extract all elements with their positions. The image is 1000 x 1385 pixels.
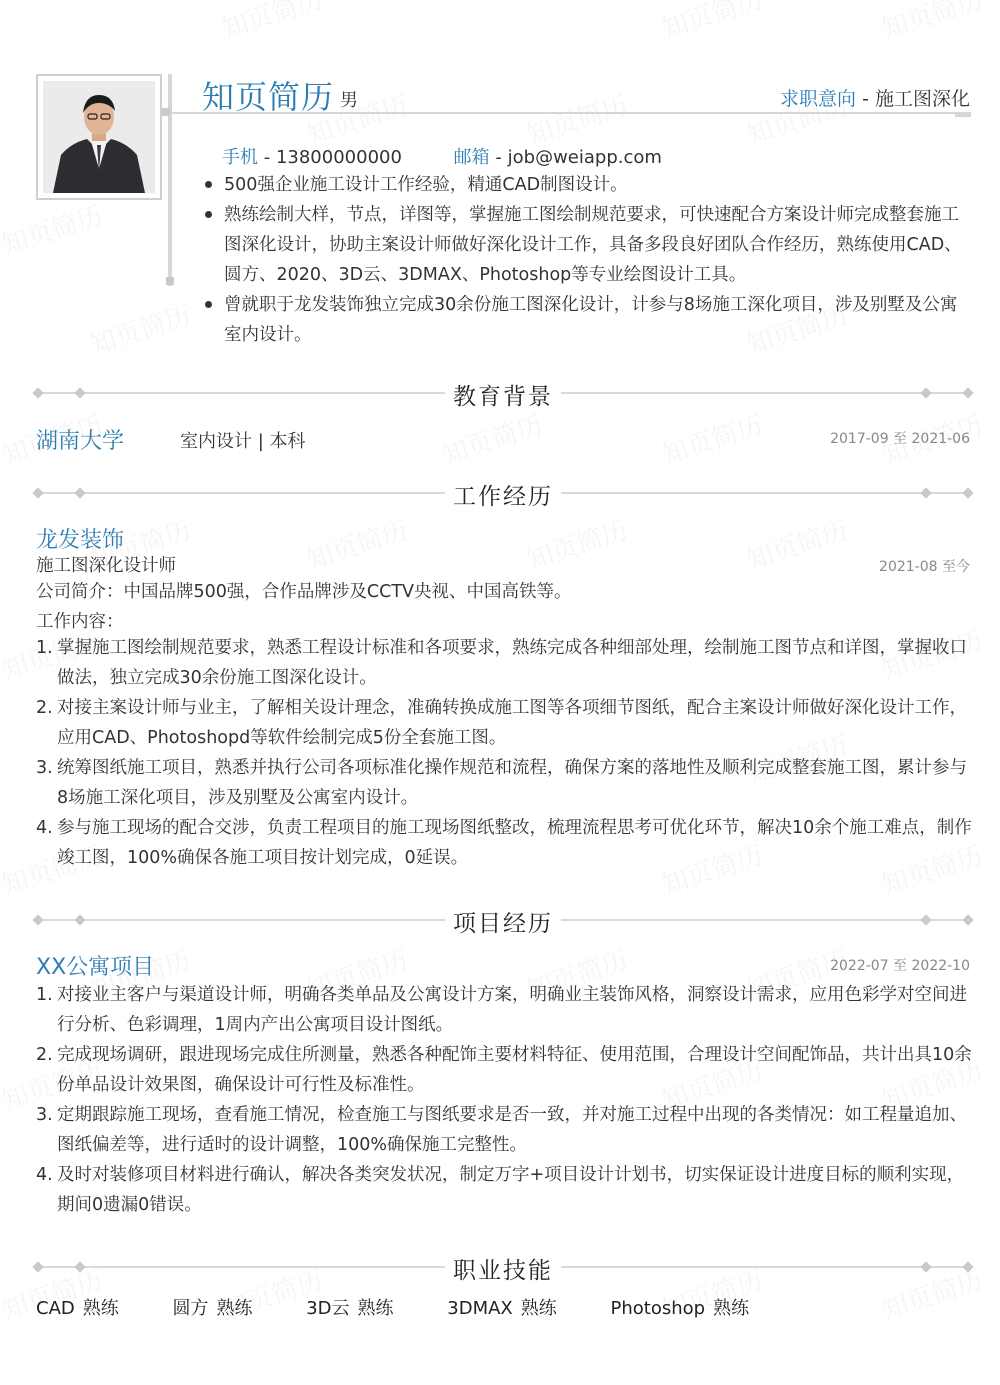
list-item: 2. 完成现场调研，跟进现场完成住所测量，熟悉各种配饰主要材料特征、使用范围，合理设计空间配饰品，共计出具10余份单品设计效果图，确保设计可行性及标准性。: [36, 1045, 972, 1095]
watermark: [657, 405, 767, 472]
section-header-project: [36, 905, 970, 935]
frame-end-tick: [955, 112, 971, 117]
email-sep: -: [489, 147, 508, 168]
list-item-text: 对接主案设计师与业主，了解相关设计理念，准确转换成施工图等各项细节图纸，配合主案设计师做好深化设计工作，应用CAD、Photoshopd等软件绘制完成5份全套施工图。: [57, 698, 967, 748]
skill-level: 熟练: [216, 1298, 253, 1319]
list-item-text: 完成现场调研，跟进现场完成住所测量，熟悉各种配饰主要材料特征、使用范围，合理设计空间配饰品，共计出具10余份单品设计效果图，确保设计可行性及标准性。: [57, 1045, 972, 1095]
section-title: 项目经历: [445, 911, 561, 937]
phone-value: 13800000000: [275, 147, 402, 168]
list-item: 1. 对接业主客户与渠道设计师，明确各类单品及公寓设计方案，明确业主装饰风格，洞察设计需求，应用色彩学对空间进行分析、色彩调理，1周内产出公寓项目设计图纸。: [36, 985, 967, 1035]
project-duties-list: [36, 980, 972, 1220]
skill-level: 熟练: [520, 1298, 557, 1319]
watermark: [742, 510, 852, 577]
phone-sep: -: [258, 147, 276, 168]
section-title: 职业技能: [445, 1258, 561, 1284]
work-content-label: 工作内容：: [36, 612, 124, 632]
avatar-frame: [36, 74, 162, 200]
education-major: 室内设计 | 本科: [180, 431, 306, 452]
candidate-name: 知页简历: [202, 78, 335, 116]
project-name: XX公寓项目: [36, 955, 155, 980]
frame-corner-dot: [166, 277, 174, 285]
section-header-skills: [36, 1252, 970, 1282]
education-date: 2017-09 至 2021-06: [830, 431, 970, 447]
section-header-work: [36, 478, 970, 508]
skill-item: [172, 1294, 252, 1320]
email-label: 邮箱: [453, 147, 490, 168]
section-title: 教育背景: [445, 384, 561, 410]
phone-item: [222, 143, 402, 169]
skill-level: 熟练: [357, 1298, 394, 1319]
watermark: [437, 405, 547, 472]
frame-corner-dot: [162, 108, 170, 116]
list-item-text: 及时对装修项目材料进行确认，解决各类突发状况，制定万字+项目设计计划书，切实保证设计进度目标的顺利实现，期间0遗漏0错误。: [57, 1165, 965, 1215]
avatar: [43, 81, 155, 193]
watermark: [657, 0, 767, 46]
summary-item: 500强企业施工设计工作经验，精通CAD制图设计。: [200, 170, 972, 200]
job-intent-sep: -: [856, 88, 875, 110]
list-item: 3. 统筹图纸施工项目，熟悉并执行公司各项标准化操作规范和流程，确保方案的落地性及顺利完成整套施工图，累计参与8场施工深化项目，涉及别墅及公寓室内设计。: [36, 758, 967, 808]
school-name: 湖南大学: [36, 429, 125, 454]
company-name: 龙发装饰: [36, 528, 125, 553]
summary-item: 熟练绘制大样，节点，详图等，掌握施工图绘制规范要求，可快速配合方案设计师完成整套施工图深化设计，协助主案设计师做好深化设计工作，具备多段良好团队合作经历，熟练使用CAD、圆方、2020、3D云、3DMAX、Photoshop等专业绘图设计工具。: [200, 200, 972, 290]
summary-list: [200, 170, 972, 350]
list-item-text: 参与施工现场的配合交涉，负责工程项目的施工现场图纸整改，梳理流程思考可优化环节，解决10余个施工难点，制作竣工图，100%确保各施工项目按计划完成，0延误。: [57, 818, 972, 868]
list-item: 3. 定期跟踪施工现场，查看施工情况，检查施工与图纸要求是否一致，并对施工过程中出现的各类情况：如工程量追加、图纸偏差等，进行适时的设计调整，100%确保施工完整性。: [36, 1105, 967, 1155]
email-item: [454, 143, 662, 169]
person-photo-icon: [43, 81, 155, 193]
watermark: [0, 195, 107, 262]
list-item: 1. 掌握施工图绘制规范要求，熟悉工程设计标准和各项要求，熟练完成各种细部处理，绘制施工图节点和详图，掌握收口做法，独立完成30余份施工图深化设计。: [36, 638, 967, 688]
skill-name: 3DMAX: [447, 1298, 513, 1319]
contact-info: [222, 143, 708, 169]
section-header-education: [36, 378, 970, 408]
project-date: 2022-07 至 2022-10: [830, 958, 970, 974]
list-item: 4. 及时对装修项目材料进行确认，解决各类突发状况，制定万字+项目设计计划书，切实保证设计进度目标的顺利实现，期间0遗漏0错误。: [36, 1165, 965, 1215]
skill-name: 圆方: [172, 1298, 209, 1319]
skills-list: [36, 1294, 797, 1320]
job-intent-label: 求职意向: [780, 88, 857, 110]
work-duties-list: [36, 633, 972, 873]
skill-level: 熟练: [713, 1298, 750, 1319]
skill-name: Photoshop: [610, 1298, 706, 1319]
skill-item: [611, 1294, 750, 1320]
work-position: 施工图深化设计师: [36, 556, 176, 576]
skill-item: [36, 1294, 119, 1320]
header-side-rule: [168, 74, 172, 286]
job-intent-value: 施工图深化: [874, 88, 970, 110]
email-value: job@weiapp.com: [507, 147, 662, 168]
watermark: [877, 0, 987, 46]
skill-name: CAD: [36, 1298, 75, 1319]
list-item-text: 对接业主客户与渠道设计师，明确各类单品及公寓设计方案，明确业主装饰风格，洞察设计需求，应用色彩学对空间进行分析、色彩调理，1周内产出公寓项目设计图纸。: [57, 985, 967, 1035]
list-item: 4. 参与施工现场的配合交涉，负责工程项目的施工现场图纸整改，梳理流程思考可优化环节，解决10余个施工难点，制作竣工图，100%确保各施工项目按计划完成，0延误。: [36, 818, 972, 868]
skill-level: 熟练: [82, 1298, 119, 1319]
skill-item: [447, 1294, 557, 1320]
list-item-text: 统筹图纸施工项目，熟悉并执行公司各项标准化操作规范和流程，确保方案的落地性及顺利完成整套施工图，累计参与8场施工深化项目，涉及别墅及公寓室内设计。: [57, 758, 967, 808]
watermark: [522, 510, 632, 577]
phone-label: 手机: [222, 147, 258, 168]
job-intent: [780, 84, 970, 111]
list-item-text: 掌握施工图绘制规范要求，熟悉工程设计标准和各项要求，熟练完成各种细部处理，绘制施工图节点和详图，掌握收口做法，独立完成30余份施工图深化设计。: [57, 638, 967, 688]
watermark: [85, 295, 195, 362]
skill-item: [306, 1294, 393, 1320]
summary-item: 曾就职于龙发装饰独立完成30余份施工图深化设计，计参与8场施工深化项目，涉及别墅及公寓室内设计。: [200, 290, 972, 350]
watermark: [217, 0, 327, 46]
list-item: 2. 对接主案设计师与业主，了解相关设计理念，准确转换成施工图等各项细节图纸，配合主案设计师做好深化设计工作，应用CAD、Photoshopd等软件绘制完成5份全套施工图。: [36, 698, 967, 748]
work-date: 2021-08 至今: [879, 559, 970, 575]
list-item-text: 定期跟踪施工现场，查看施工情况，检查施工与图纸要求是否一致，并对施工过程中出现的各类情况：如工程量追加、图纸偏差等，进行适时的设计调整，100%确保施工完整性。: [57, 1105, 967, 1155]
watermark: [302, 510, 412, 577]
candidate-gender: 男: [340, 90, 358, 111]
company-intro: 公司简介：中国品牌500强，合作品牌涉及CCTV央视、中国高铁等。: [36, 582, 572, 602]
skill-name: 3D云: [306, 1298, 350, 1319]
section-title: 工作经历: [445, 484, 561, 510]
